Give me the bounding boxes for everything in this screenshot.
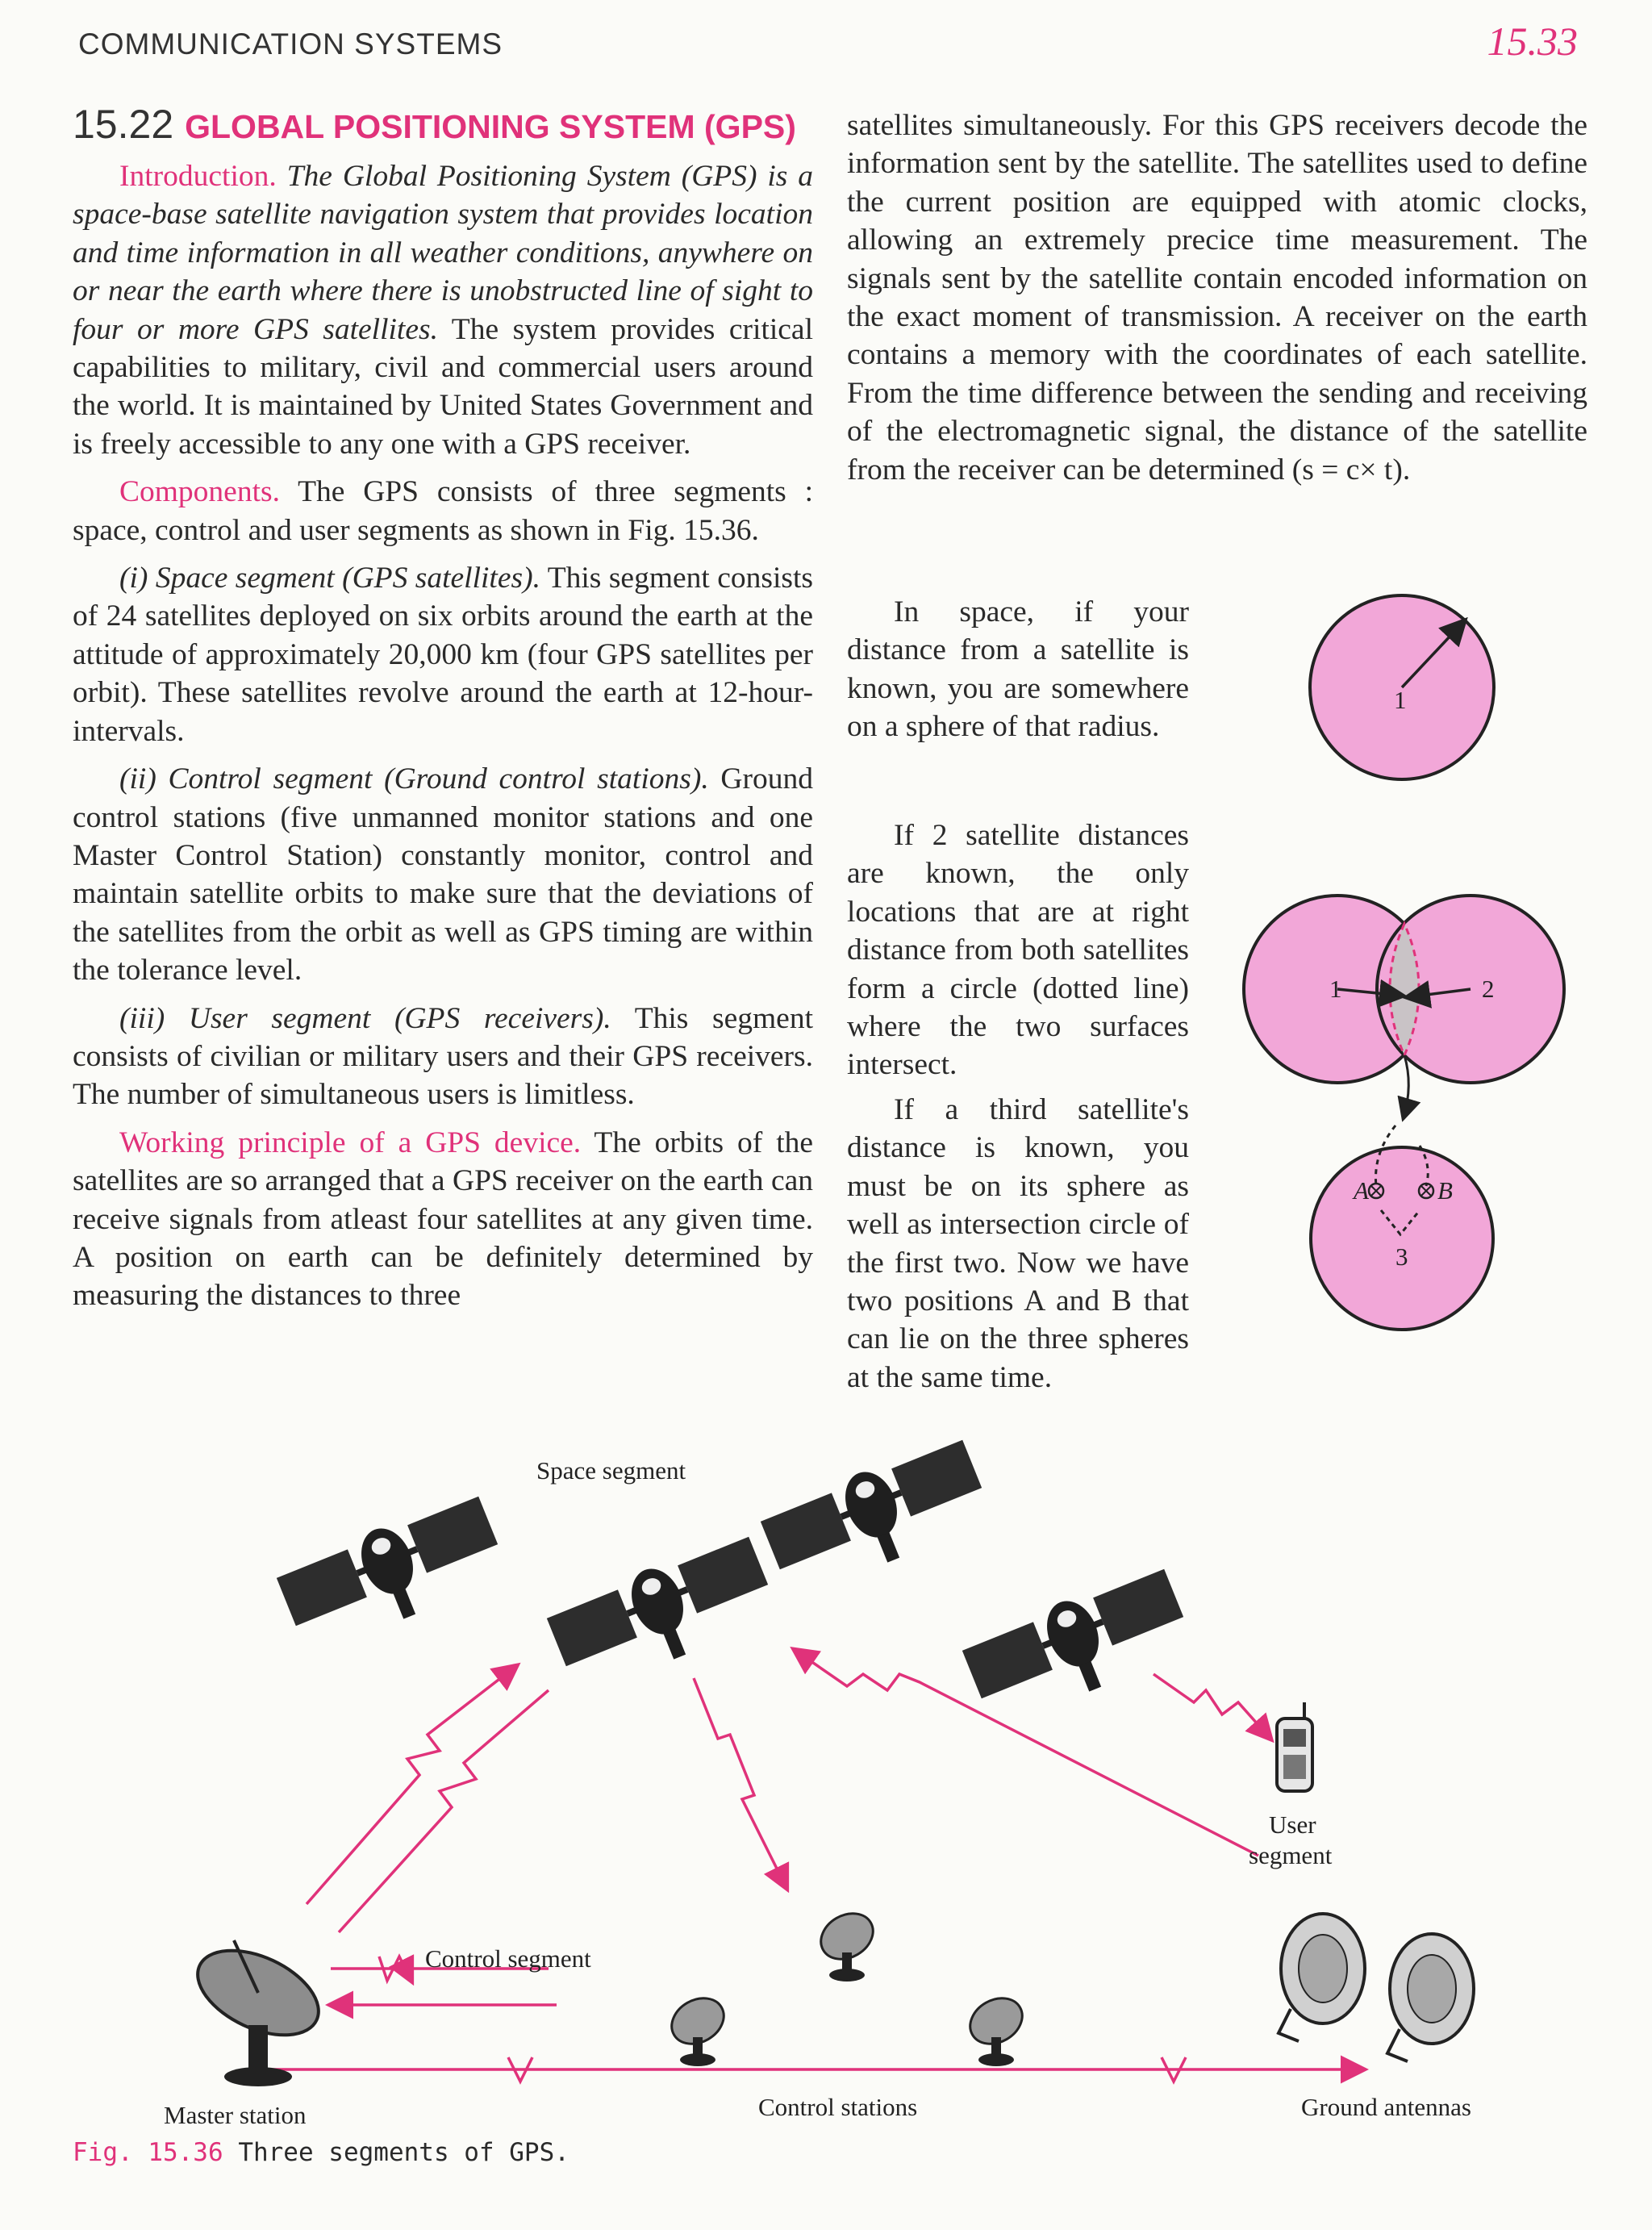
point-label-b: B	[1437, 1176, 1453, 1205]
space-segment-text: This segment consists of 24 satellites deployed on six orbits around the earth at the attitude of approximately 20,000 km (four GPS satellites per orbit). These satellites revolve around the earth at 12-hour-intervals.	[73, 562, 813, 748]
label-space-segment: Space segment	[536, 1456, 686, 1485]
intro-head: Introduction.	[119, 160, 277, 193]
components-head: Components.	[119, 475, 280, 509]
satellite-icon	[273, 1489, 511, 1657]
components-text: The GPS consists of three segments : space, control and user segments as shown in Fig. 15.36.	[73, 475, 813, 547]
label-control-stations: Control stations	[758, 2093, 918, 2121]
control-segment-head: (ii) Control segment (Ground control stations).	[119, 762, 709, 796]
working-head: Working principle of a GPS device.	[119, 1125, 582, 1159]
satellite-icon	[757, 1432, 995, 1601]
sphere-diagram-3	[1311, 1125, 1493, 1330]
page-number: 15.33	[1487, 19, 1578, 64]
sphere-label-1: 1	[1394, 686, 1407, 714]
point-label-a: A	[1354, 1176, 1369, 1205]
section-number: 15.22	[73, 102, 174, 147]
intro-rest: The system provides critical capabilities to military, civil and commercial users around the world. It is maintained by United States Government and is freely accessible to any one with a GPS receiver.	[73, 312, 813, 461]
label-ground-antennas: Ground antennas	[1301, 2093, 1471, 2121]
signal-lines	[258, 1650, 1363, 2082]
master-station-dish-icon	[185, 1933, 332, 2086]
running-header: COMMUNICATION SYSTEMS	[78, 27, 503, 61]
figure-caption	[73, 2138, 569, 2167]
satellite-icon	[544, 1529, 781, 1698]
ground-antenna-icon	[1387, 1934, 1474, 2061]
figure-number: Fig. 15.36	[73, 2138, 223, 2167]
sphere-paragraph-1: In space, if your distance from a satellite is known, you are somewhere on a sphere of that radius.	[847, 595, 1189, 744]
sphere-diagram-2	[1244, 896, 1564, 1117]
control-station-dish-icon	[664, 1989, 732, 2066]
sphere-label-3: 3	[1395, 1242, 1408, 1271]
control-station-dish-icon	[813, 1904, 882, 1982]
ground-antenna-icon	[1279, 1914, 1365, 2041]
sphere-label-1b: 1	[1329, 975, 1342, 1003]
control-segment-text: Ground control stations (five unmanned monitor stations and one Master Control Station) constantly monitor, control and maintain satellite orbits to make sure that the deviations of the satellites from the orbit as well as GPS timing are within the tolerance level.	[73, 762, 813, 988]
sphere-paragraph-2: If 2 satellite distances are known, the only locations that are at right distance from both satellites form a circle (dotted line) where the two surfaces intersect.	[847, 819, 1189, 1082]
right-paragraph: satellites simultaneously. For this GPS receivers decode the information sent by the satellite. The satellites used to define the current position are equipped with atomic clocks, allowing an extremely precice time measurement. The signals sent by the satellite contain encoded information on the exact moment of transmission. A receiver on the earth contains a memory with the coordinates of each satellite. From the time difference between the sending and receiving of the electromagnetic signal, the distance of the satellite from the receiver can be determined (s = c× t).	[847, 109, 1587, 487]
label-control-segment: Control segment	[425, 1944, 591, 1973]
control-station-dish-icon	[962, 1989, 1031, 2066]
sphere-label-2: 2	[1482, 975, 1495, 1003]
intro-italic: The Global Positioning System (GPS) is a space-base satellite navigation system that provides location and time information in all weather conditions, anywhere on or near the earth where there is unobstructed line of sight to four or more GPS satellites.	[73, 160, 814, 346]
section-title: GLOBAL POSITIONING SYSTEM (GPS)	[185, 108, 796, 145]
gps-receiver-icon	[1277, 1702, 1312, 1791]
user-segment-head: (iii) User segment (GPS receivers).	[119, 1001, 611, 1035]
sphere-paragraph-3: If a third satellite's distance is known, you must be on its sphere as well as intersection circle of the first two. Now we have two positions A and B that can lie on the three spheres at the same time.	[847, 1093, 1189, 1394]
label-user-segment-2: segment	[1249, 1841, 1333, 1869]
space-segment-head: (i) Space segment (GPS satellites).	[119, 562, 540, 595]
figure-caption-text: Three segments of GPS.	[238, 2138, 569, 2167]
satellite-icon	[959, 1561, 1196, 1730]
user-segment-text: This segment consists of civilian or military users and their GPS receivers. The number of simultaneous users is limitless.	[73, 1001, 813, 1112]
label-user-segment-1: User	[1269, 1810, 1316, 1839]
label-master-station: Master station	[164, 2101, 307, 2129]
working-text: The orbits of the satellites are so arranged that a GPS receiver on the earth can receive signals from atleast four satellites at any given time. A position on earth can be definitely determined by measuring the distances to three	[73, 1125, 814, 1313]
